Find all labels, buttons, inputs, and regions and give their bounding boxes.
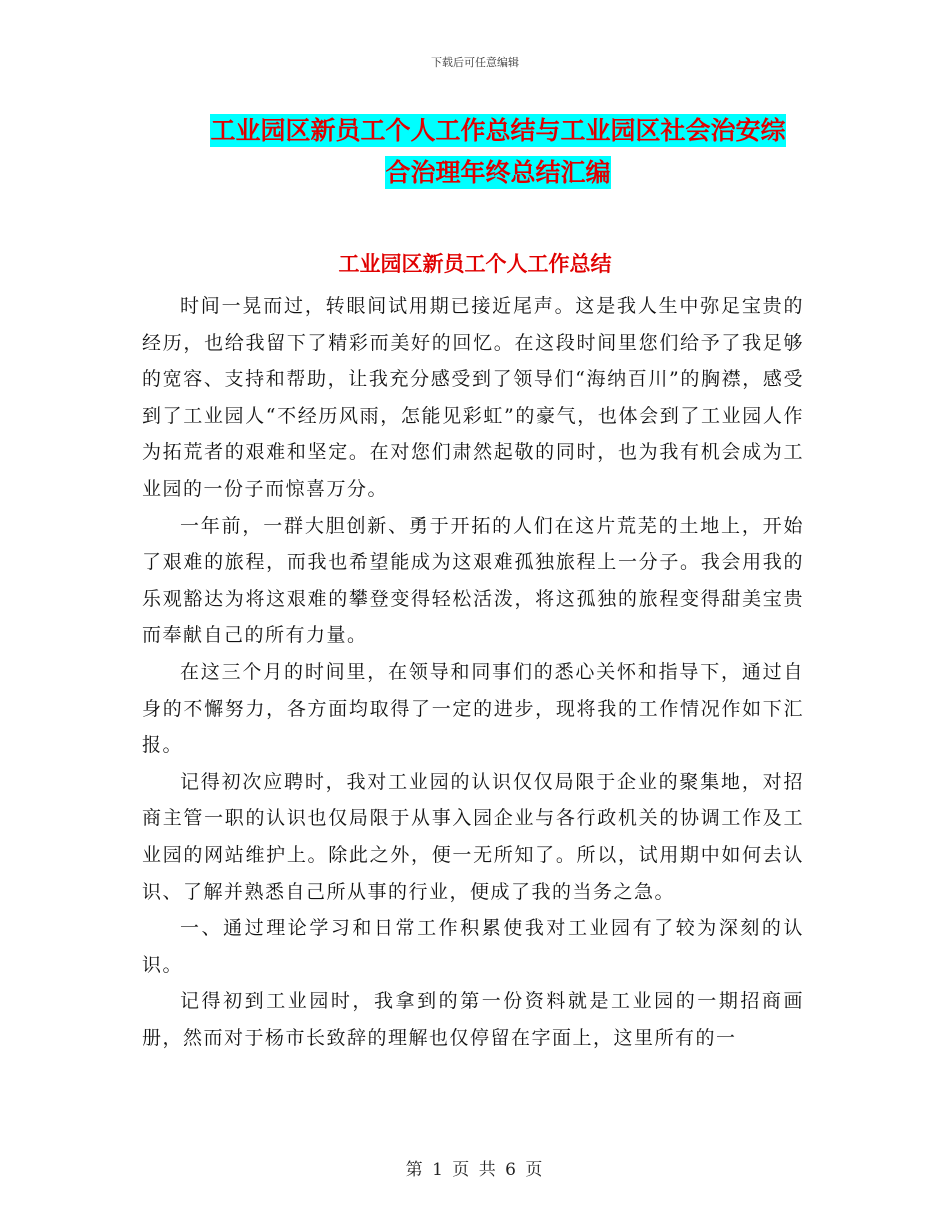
paragraph: 时间一晃而过，转眼间试用期已接近尾声。这是我人生中弥足宝贵的经历，也给我留下了精彩而美好的回忆。在这段时间里您们给予了我足够的宽容、支持和帮助，让我充分感受到了领导们“海纳百川”的胸襟，感受到了工业园人“不经历风雨，怎能见彩虹”的豪气，也体会到了工业园人作为拓荒者的艰难和坚定。在对您们肃然起敬的同时，也为我有机会成为工业园的一份子而惊喜万分。 bbox=[142, 295, 804, 500]
paragraph: 一、通过理论学习和日常工作积累使我对工业园有了较为深刻的认识。 bbox=[142, 917, 804, 976]
section-title: 工业园区新员工个人工作总结 bbox=[338, 252, 612, 276]
document-title-line-2: 合治理年终总结汇编 bbox=[385, 158, 611, 187]
header-note: 下载后可任意编辑 bbox=[431, 56, 519, 69]
page-footer: 第 1 页 共 6 页 bbox=[405, 1160, 545, 1180]
paragraph: 记得初到工业园时，我拿到的第一份资料就是工业园的一期招商画册，然而对于杨市长致辞的理解也仅停留在字面上，这里所有的一 bbox=[142, 990, 804, 1049]
document-title bbox=[140, 110, 856, 194]
paragraph: 一年前，一群大胆创新、勇于开拓的人们在这片荒芜的土地上，开始了艰难的旅程，而我也希望能成为这艰难孤独旅程上一分子。我会用我的乐观豁达为将这艰难的攀登变得轻松活泼，将这孤独的旅程变得甜美宝贵而奉献自己的所有力量。 bbox=[142, 514, 804, 647]
paragraph: 记得初次应聘时，我对工业园的认识仅仅局限于企业的聚集地，对招商主管一职的认识也仅局限于从事入园企业与各行政机关的协调工作及工业园的网站维护上。除此之外，便一无所知了。所以，试用期中如何去认识、了解并熟悉自己所从事的行业，便成了我的当务之急。 bbox=[142, 770, 804, 903]
document-title-line-1: 工业园区新员工个人工作总结与工业园区社会治安综 bbox=[210, 116, 786, 145]
document-body bbox=[142, 288, 804, 1056]
paragraph: 在这三个月的时间里，在领导和同事们的悉心关怀和指导下，通过自身的不懈努力，各方面均取得了一定的进步，现将我的工作情况作如下汇报。 bbox=[142, 660, 804, 757]
